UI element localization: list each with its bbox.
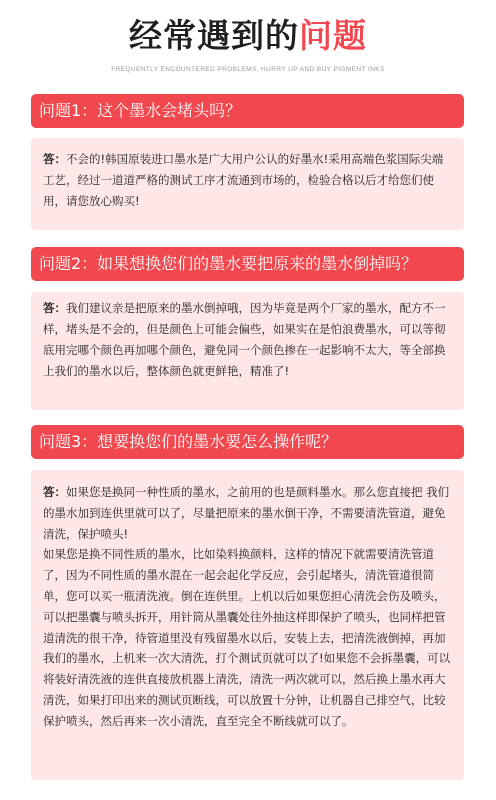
answer-1-label: 答：: [43, 152, 66, 166]
page-subtitle: FREQUENTLY ENCOUNTERED PROBLEMS, HURRY UP AND BUY PIGMENT INKS: [111, 66, 385, 73]
answer-3-box: [31, 470, 464, 780]
page-title-dark: 经常遇到的: [129, 16, 299, 55]
question-3-bar: 问题3：想要换您们的墨水要怎么操作呢？: [31, 425, 464, 459]
answer-3-label: 答：: [43, 485, 66, 499]
answer-3-para-2: 如果您是换不同性质的墨水，比如染料换颜料，这样的情况下就需要清洗管道了，因为不同性质的墨水混在一起会起化学反应，会引起堵头，清洗管道很简单，您可以买一瓶清洗液。倒在连供里。上机以后如果您担心清洗会伤及喷头，可以把墨囊与喷头拆开，用针筒从墨囊处往外抽这样即保护了喷头，也同样把管道清洗的很干净，待管道里没有残留墨水以后，安装上去，把清洗液倒掉，再加我们的墨水，上机来一次大清洗，打个测试页就可以了!如果您不会拆墨囊，可以将装好清洗液的连供直接放机器上清洗，清洗一两次就可以，然后换上墨水再大清洗，如果打印出来的测试页断线，可以放置十分钟，让机器自己排空气，比较保护喷头，然后再来一次小清洗，直至完全不断线就可以了。: [43, 547, 451, 728]
question-1-bar: 问题1：这个墨水会堵头吗？: [31, 94, 464, 128]
question-2-bar: 问题2：如果想换您们的墨水要把原来的墨水倒掉吗？: [31, 247, 464, 281]
answer-1-text: [43, 149, 452, 212]
page-header: [0, 14, 496, 73]
answer-1-body: 不会的!韩国原装进口墨水是广大用户公认的好墨水!采用高端色浆国际尖端工艺，经过一道道严格的测试工序才流通到市场的，检验合格以后才给您们使用，请您放心购买!: [43, 152, 444, 208]
answer-2-text: [43, 298, 452, 382]
answer-1-box: [31, 138, 464, 230]
answer-2-box: [31, 292, 464, 410]
page-title: [0, 14, 496, 58]
answer-3-text: [43, 482, 452, 544]
page-title-accent: 问题: [299, 16, 367, 55]
answer-3-para-1: 如果您是换同一种性质的墨水，之前用的也是颜料墨水。那么您直接把 我们的墨水加到连供里就可以了，尽量把原来的墨水倒干净，不需要清洗管道，避免清洗，保护喷头!: [43, 485, 450, 541]
answer-2-label: 答：: [43, 301, 66, 315]
answer-2-body: 我们建议亲是把原来的墨水倒掉哦，因为毕竟是两个厂家的墨水，配方不一样，堵头是不会的，但是颜色上可能会偏些，如果实在是怕浪费墨水，可以等彻底用完哪个颜色再加哪个颜色，避免同一个颜色掺在一起影响不太大，等全部换上我们的墨水以后，整体颜色就更鲜艳，精准了!: [43, 301, 446, 378]
